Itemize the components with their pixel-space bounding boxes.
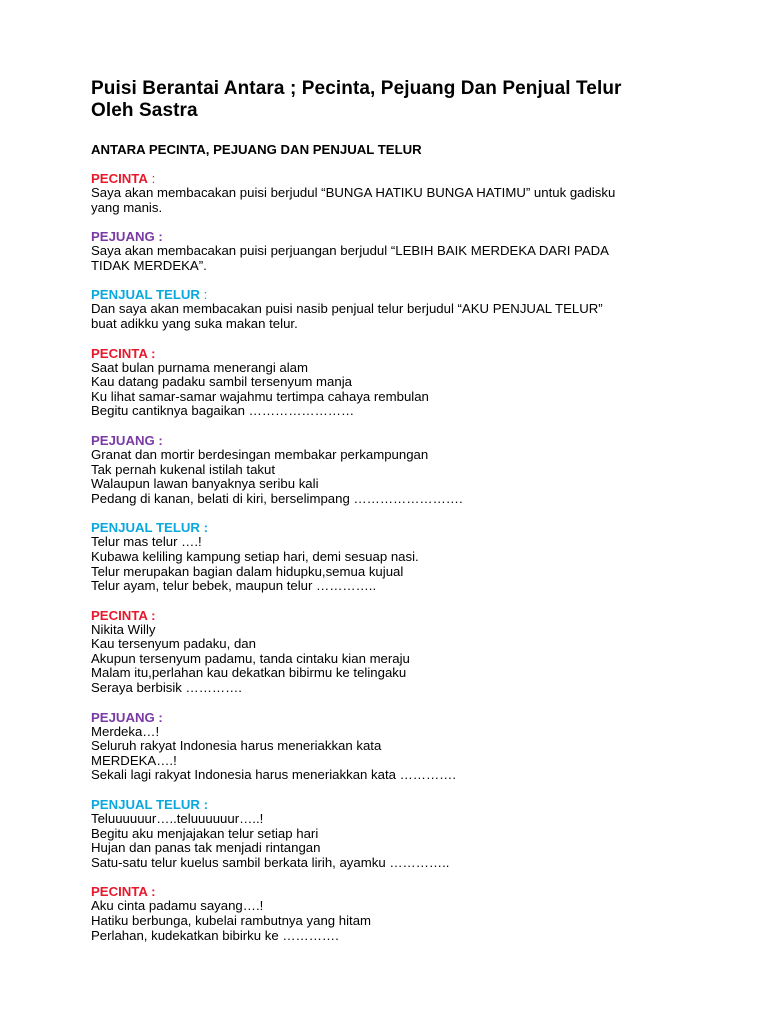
poem-line: Nikita Willy	[91, 621, 156, 637]
poem-section	[91, 171, 711, 215]
poem-line: Begitu aku menjajakan telur setiap hari	[91, 825, 319, 841]
speaker-colon: :	[154, 229, 163, 245]
poem-line: Perlahan, kudekatkan bibirku ke ………….	[91, 927, 339, 943]
document-title	[91, 78, 711, 122]
poem-line: Telur ayam, telur bebek, maupun telur …………..	[91, 578, 377, 594]
poem-sections	[91, 171, 711, 943]
speaker-name: PECINTA	[91, 884, 148, 900]
poem-line: Seraya berbisik ………….	[91, 680, 242, 696]
speaker-colon: :	[147, 345, 156, 361]
poem-line: Seluruh rakyat Indonesia harus meneriakkan kata	[91, 738, 382, 754]
poem-line: Saya akan membacakan puisi berjudul “BUNGA HATIKU BUNGA HATIMU” untuk gadisku	[91, 185, 616, 200]
poem-line: Pedang di kanan, belati di kiri, berselimpang …………………….	[91, 490, 463, 506]
poem-line: Saat bulan purnama menerangi alam	[91, 359, 308, 375]
document-title-line1: Puisi Berantai Antara ; Pecinta, Pejuang Dan Penjual Telur	[91, 78, 622, 99]
speaker-name: PENJUAL TELUR	[91, 287, 200, 303]
speaker-name: PENJUAL TELUR	[91, 797, 200, 813]
speaker-colon: :	[199, 797, 208, 813]
poem-line: Sekali lagi rakyat Indonesia harus meneriakkan kata ………….	[91, 767, 457, 783]
document-title-line2: Oleh Sastra	[91, 100, 198, 121]
speaker-label	[91, 433, 711, 448]
poem-line: Aku cinta padamu sayang….!	[91, 898, 264, 914]
speaker-colon: :	[147, 884, 156, 900]
poem-line: Dan saya akan membacakan puisi nasib penjual telur berjudul “AKU PENJUAL TELUR”	[91, 301, 603, 317]
poem-line: MERDEKA….!	[91, 752, 177, 768]
speaker-name: PEJUANG	[91, 709, 155, 725]
poem-section	[91, 608, 711, 696]
poem-line: Granat dan mortir berdesingan membakar perkampungan	[91, 446, 429, 462]
poem-line: TIDAK MERDEKA”.	[91, 257, 207, 273]
poem-section	[91, 520, 711, 593]
poem-line: yang manis.	[91, 199, 163, 215]
speaker-name: PENJUAL TELUR	[91, 520, 200, 536]
poem-line: Walaupun lawan banyaknya seribu kali	[91, 476, 319, 492]
document-page	[91, 78, 711, 943]
poem-line: Begitu cantiknya bagaikan ……………………	[91, 403, 355, 419]
poem-line: Merdeka…!	[91, 723, 160, 739]
speaker-name: PECINTA	[91, 345, 148, 361]
poem-line: Kau tersenyum padaku, dan	[91, 636, 256, 652]
poem-section	[91, 287, 711, 331]
speaker-label	[91, 171, 711, 186]
speaker-label	[91, 884, 711, 899]
speaker-label	[91, 287, 711, 302]
speaker-name: PECINTA	[91, 171, 148, 186]
speaker-colon: :	[199, 520, 208, 536]
poem-line: Kubawa keliling kampung setiap hari, demi sesuap nasi.	[91, 548, 419, 564]
speaker-name: PEJUANG	[91, 229, 155, 245]
speaker-colon: :	[199, 287, 208, 303]
speaker-name: PECINTA	[91, 607, 148, 623]
document-subtitle: ANTARA PECINTA, PEJUANG DAN PENJUAL TELUR	[91, 142, 422, 157]
poem-line: Malam itu,perlahan kau dekatkan bibirmu ke telingaku	[91, 665, 407, 681]
speaker-colon: :	[154, 432, 163, 448]
speaker-label	[91, 520, 711, 535]
speaker-colon: :	[147, 171, 156, 186]
poem-section	[91, 346, 711, 419]
speaker-label	[91, 797, 711, 812]
poem-line: Hatiku berbunga, kubelai rambutnya yang hitam	[91, 913, 372, 928]
poem-line: Satu-satu telur kuelus sambil berkata lirih, ayamku …………..	[91, 854, 450, 870]
speaker-name: PEJUANG	[91, 432, 155, 448]
poem-line: Ku lihat samar-samar wajahmu tertimpa cahaya rembulan	[91, 388, 429, 404]
poem-line: Akupun tersenyum padamu, tanda cintaku kian meraju	[91, 650, 410, 666]
speaker-label	[91, 346, 711, 361]
speaker-label	[91, 608, 711, 623]
speaker-colon: :	[147, 607, 156, 623]
poem-line: Kau datang padaku sambil tersenyum manja	[91, 374, 352, 390]
poem-section	[91, 884, 711, 943]
speaker-colon: :	[154, 709, 163, 725]
poem-line: Telur merupakan bagian dalam hidupku,semua kujual	[91, 563, 404, 579]
speaker-label	[91, 710, 711, 725]
poem-section	[91, 229, 711, 273]
speaker-label	[91, 229, 711, 244]
poem-line: Teluuuuuur…..teluuuuuur…..!	[91, 811, 264, 827]
poem-line: Telur mas telur ….!	[91, 534, 202, 550]
poem-line: Hujan dan panas tak menjadi rintangan	[91, 840, 321, 856]
poem-section	[91, 433, 711, 506]
poem-line: Tak pernah kukenal istilah takut	[91, 461, 275, 477]
poem-section	[91, 797, 711, 870]
poem-line: buat adikku yang suka makan telur.	[91, 315, 298, 331]
poem-line: Saya akan membacakan puisi perjuangan berjudul “LEBIH BAIK MERDEKA DARI PADA	[91, 243, 609, 259]
poem-section	[91, 710, 711, 783]
